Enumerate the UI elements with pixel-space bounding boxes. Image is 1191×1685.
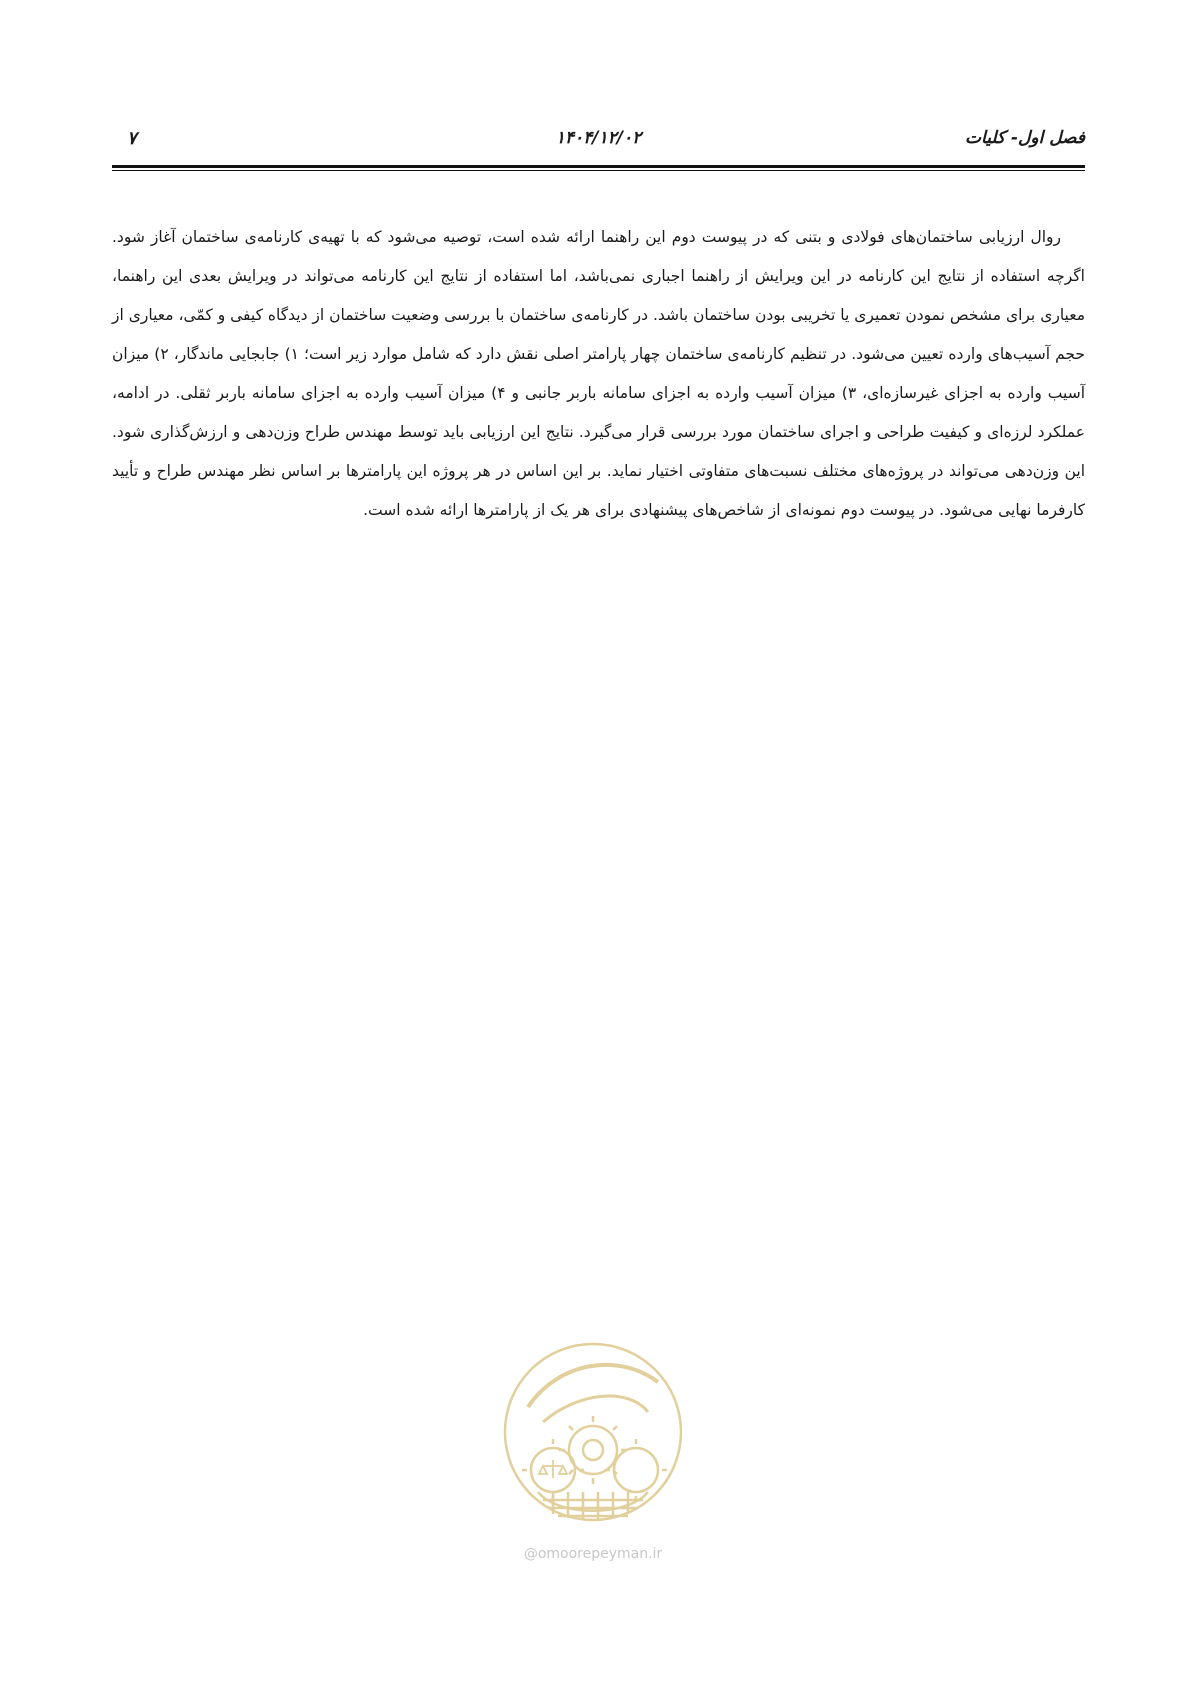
body-paragraph: روال ارزیابی ساختمان‌های فولادی و بتنی که در پیوست دوم این راهنما ارائه شده است، توصیه می‌شود که با تهیه‌ی کارنامه‌ی ساختمان آغاز شود. اگرچه استفاده از نتایج این کارنامه در این ویرایش از راهنما اجباری نمی‌باشد، اما استفاده از نتایج این کارنامه می‌تواند در ویرایش بعدی این راهنما، معیاری برای مشخص نمودن تعمیری یا تخریبی بودن ساختمان باشد. در کارنامه‌ی ساختمان با بررسی وضعیت ساختمان از دیدگاه کیفی و کمّی، معیاری از حجم آسیب‌های وارده تعیین می‌شود. در تنظیم کارنامه‌ی ساختمان چهار پارامتر اصلی نقش دارد که شامل موارد زیر است؛ ۱) جابجایی ماندگار، ۲) میزان آسیب وارده به اجزای غیرسازه‌ای، ۳) میزان آسیب وارده به اجزای سامانه باربر جانبی و ۴) میزان آسیب وارده به اجزای سامانه باربر ثقلی. در ادامه، عملکرد لرزه‌ای و کیفیت طراحی و اجرای ساختمان مورد بررسی قرار می‌گیرد. نتایج این ارزیابی باید توسط مهندس طراح وزن‌دهی و ارزش‌گذاری شود. این وزن‌دهی می‌تواند در پروژه‌های مختلف نسبت‌های متفاوتی اختیار نماید. بر این اساس در هر پروژه این پارامترها بر اساس نظر مهندس طراح و تأیید کارفرما نهایی می‌شود. در پیوست دوم نمونه‌ای از شاخص‌های پیشنهادی برای هر یک از پارامترها ارائه شده است. <box>112 228 1085 519</box>
header-rule-thin <box>112 170 1085 171</box>
watermark-logo-icon <box>498 1332 688 1537</box>
header-rule-thick <box>112 165 1085 168</box>
page-number: ۷ <box>127 128 137 149</box>
watermark <box>498 1332 688 1572</box>
chapter-title: فصل اول- کلیات <box>965 128 1085 148</box>
page-header <box>112 128 1085 158</box>
body-text <box>112 218 1085 530</box>
watermark-url: @omoorepeyman.ir <box>523 1546 663 1562</box>
header-date: ۱۴۰۴/۱۲/۰۲ <box>555 128 642 148</box>
